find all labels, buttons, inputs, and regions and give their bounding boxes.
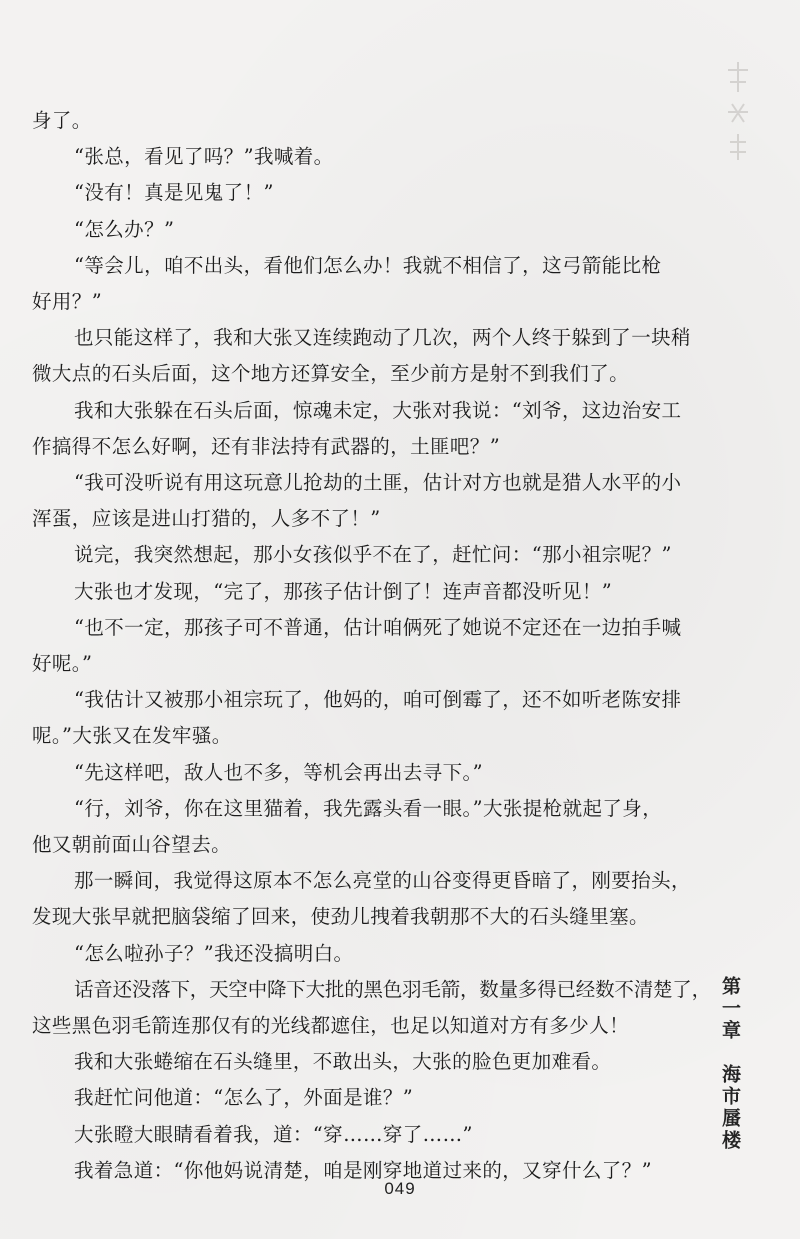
text-line: “行，刘爷，你在这里猫着，我先露头看一眼。”大张提枪就起了身， [74,796,663,820]
text-line: 发现大张早就把脑袋缩了回来，使劲儿拽着我朝那不大的石头缝里塞。 [32,905,649,929]
text-line: 我和大张蜷缩在石头缝里，不敢出头，大张的脸色更加难看。 [74,1050,612,1074]
text-line: 这些黑色羽毛箭连那仅有的光线都遮住，也足以知道对方有多少人！ [32,1014,630,1038]
text-line: 呢。”大张又在发牢骚。 [32,724,232,748]
body-text [32,103,711,1189]
chapter-title: 海市蜃楼 [719,1064,741,1152]
text-line: “怎么办？” [74,217,175,241]
text-line: “等会儿，咱不出头，看他们怎么办！我就不相信了，这弓箭能比枪 [74,253,662,277]
text-line: “没有！真是见鬼了！” [74,181,274,205]
chapter-number: 第一章 [719,976,741,1042]
text-line: “我估计又被那小祖宗玩了，他妈的，咱可倒霉了，还不如听老陈安排 [74,688,682,712]
text-line: “先这样吧，敌人也不多，等机会再出去寻下。” [74,760,483,784]
decorative-corner-mark [718,52,758,172]
text-line: 他又朝前面山谷望去。 [32,833,232,857]
text-line: 话音还没落下，天空中降下大批的黑色羽毛箭，数量多得已经数不清楚了， [74,977,711,1001]
text-line: 说完，我突然想起，那小女孩似乎不在了，赶忙问：“那小祖宗呢？” [74,543,672,567]
text-line: 好呢。” [32,652,93,676]
chapter-running-header [713,976,747,1152]
text-line: 好用？” [32,290,103,314]
text-line: 浑蛋，应该是进山打猎的，人多不了！” [32,507,381,531]
text-line: “也不一定，那孩子可不普通，估计咱俩死了她说不定还在一边拍手喊 [74,615,682,639]
text-line: 微大点的石头后面，这个地方还算安全，至少前方是射不到我们了。 [32,362,630,386]
text-line: “怎么啦孙子？”我还没搞明白。 [74,941,354,965]
text-line: 作搞得不怎么好啊，还有非法持有武器的，土匪吧？” [32,434,501,458]
text-line: “我可没听说有用这玩意儿抢劫的土匪，估计对方也就是猎人水平的小 [74,471,682,495]
text-line: 我着急道：“你他妈说清楚，咱是刚穿地道过来的，又穿什么了？” [74,1158,652,1182]
text-line: 身了。 [32,109,92,132]
text-line: 也只能这样了，我和大张又连续跑动了几次，两个人终于躲到了一块稍 [74,326,691,350]
text-line: 我赶忙问他道：“怎么了，外面是谁？” [74,1086,414,1110]
text-line: 那一瞬间，我觉得这原本不怎么亮堂的山谷变得更昏暗了，刚要抬头， [74,869,691,893]
text-line: 大张瞪大眼睛看着我，道：“穿……穿了……” [74,1122,473,1146]
text-line: “张总，看见了吗？”我喊着。 [74,145,334,169]
page-number: 049 [384,1179,416,1198]
text-line: 我和大张躲在石头后面，惊魂未定，大张对我说：“刘爷，这边治安工 [74,398,682,422]
text-line: 大张也才发现，“完了，那孩子估计倒了！连声音都没听见！” [74,579,613,603]
